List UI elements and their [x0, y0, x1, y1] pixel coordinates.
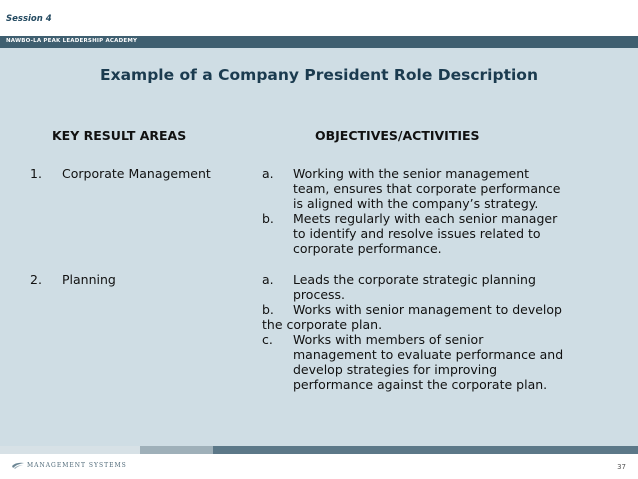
column-header-key-result-areas: KEY RESULT AREAS — [52, 128, 187, 143]
objective-line: performance against the corporate plan. — [293, 377, 548, 392]
objective-line: Leads the corporate strategic planning — [293, 272, 536, 287]
row-number: 2. — [30, 272, 42, 287]
objective-line: develop strategies for improving — [293, 362, 498, 377]
slide-title: Example of a Company President Role Description — [100, 66, 538, 84]
key-result-area: Corporate Management — [62, 166, 211, 181]
objective-line: the corporate plan. — [262, 317, 383, 332]
objective-marker: a. — [262, 166, 274, 181]
objective-marker: c. — [262, 332, 273, 347]
column-header-objectives: OBJECTIVES/ACTIVITIES — [315, 128, 480, 143]
objective-line: is aligned with the company’s strategy. — [293, 196, 539, 211]
footer — [0, 446, 638, 479]
objective-line: Works with members of senior — [293, 332, 484, 347]
objective-marker: a. — [262, 272, 274, 287]
footer-stripe — [0, 446, 140, 454]
logo-text: MANAGEMENT SYSTEMS — [27, 461, 127, 469]
footer-stripe — [213, 446, 638, 454]
logo-swoosh-icon — [12, 461, 24, 469]
objective-line: Meets regularly with each senior manager — [293, 211, 558, 226]
objective-marker: b. — [262, 302, 274, 317]
row-number: 1. — [30, 166, 42, 181]
objective-marker: b. — [262, 211, 274, 226]
academy-banner — [0, 36, 638, 48]
footer-stripe — [140, 446, 213, 454]
key-result-area: Planning — [62, 272, 116, 287]
objective-line: to identify and resolve issues related to — [293, 226, 541, 241]
objective-line: Works with senior management to develop — [293, 302, 562, 317]
company-logo — [12, 461, 127, 469]
objective-line: process. — [293, 287, 346, 302]
page-number: 37 — [617, 463, 626, 471]
objective-line: management to evaluate performance and — [293, 347, 564, 362]
objective-line: team, ensures that corporate performance — [293, 181, 561, 196]
session-label: Session 4 — [6, 14, 52, 24]
objective-line: Working with the senior management — [293, 166, 530, 181]
academy-banner-text: NAWBO-LA PEAK LEADERSHIP ACADEMY — [6, 38, 138, 44]
objective-line: corporate performance. — [293, 241, 442, 256]
